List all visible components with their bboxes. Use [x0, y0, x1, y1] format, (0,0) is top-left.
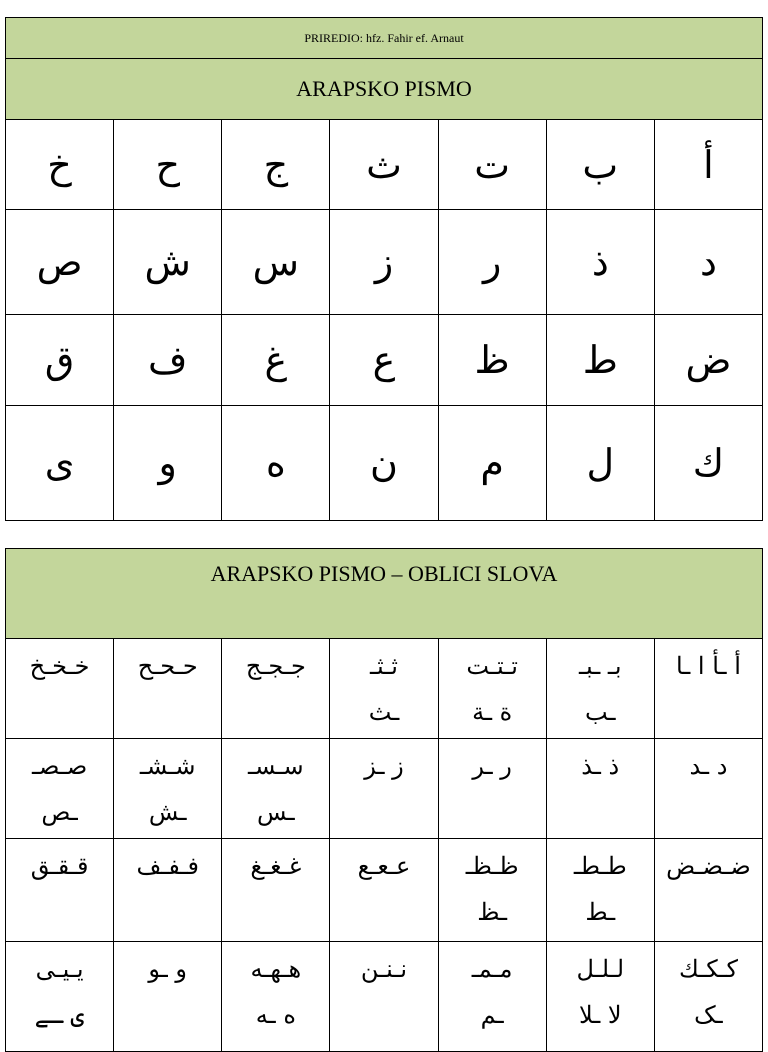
forms-line: ة ـة — [472, 698, 513, 726]
forms-line: هـهـه — [250, 955, 302, 983]
forms-line: لا ـلا — [578, 1001, 622, 1029]
alphabet-title: ARAPSKO PISMO — [6, 59, 763, 120]
letter-cell: ى — [6, 406, 114, 521]
letter-cell: ع — [330, 315, 438, 406]
forms-line: ر ـر — [472, 752, 512, 780]
forms-line: ه ـه — [255, 1001, 296, 1029]
forms-line: قـقـق — [30, 852, 89, 880]
forms-line: غـغـغ — [250, 852, 302, 880]
letter-cell: ض — [654, 315, 762, 406]
letter-cell: س — [222, 210, 330, 315]
forms-line: ـط — [585, 898, 616, 926]
letter-cell: ف — [114, 315, 222, 406]
forms-cell — [6, 942, 114, 1052]
forms-line: فـفـف — [136, 852, 199, 880]
forms-line: ـش — [148, 798, 187, 826]
forms-line: ضـضـض — [666, 852, 751, 880]
letter-cell: خ — [6, 120, 114, 210]
forms-line: ـظ — [477, 898, 508, 926]
forms-cell — [114, 639, 222, 739]
forms-cell — [546, 639, 654, 739]
forms-line: مـمـ — [471, 955, 513, 983]
letter-cell: ك — [654, 406, 762, 521]
letter-cell: ذ — [546, 210, 654, 315]
forms-line: شـشـ — [139, 752, 196, 780]
letter-cell: ظ — [438, 315, 546, 406]
forms-cell — [654, 839, 762, 942]
forms-line: أ ـأ ا ـا — [675, 652, 741, 680]
forms-cell — [546, 839, 654, 942]
forms-line: و ـو — [148, 955, 188, 983]
forms-cell — [222, 839, 330, 942]
forms-line: ـث — [368, 698, 400, 726]
forms-cell — [546, 942, 654, 1052]
forms-line: طـطـ — [573, 852, 627, 880]
forms-line: كـكـك — [678, 955, 738, 983]
forms-line: نـنـن — [360, 955, 408, 983]
letter-cell: ث — [330, 120, 438, 210]
forms-cell — [546, 739, 654, 839]
forms-line: د ـد — [689, 752, 728, 780]
letter-cell: ت — [438, 120, 546, 210]
forms-cell — [222, 942, 330, 1052]
forms-line: تـتـت — [466, 652, 518, 680]
forms-cell — [654, 639, 762, 739]
letter-cell: ن — [330, 406, 438, 521]
forms-cell — [654, 739, 762, 839]
letter-cell: ج — [222, 120, 330, 210]
forms-cell — [6, 639, 114, 739]
letter-cell: ر — [438, 210, 546, 315]
letter-cell: غ — [222, 315, 330, 406]
letter-forms-title: ARAPSKO PISMO – OBLICI SLOVA — [6, 549, 763, 639]
forms-cell — [438, 942, 546, 1052]
forms-line: ذ ـذ — [581, 752, 620, 780]
forms-cell — [330, 942, 438, 1052]
forms-cell — [330, 839, 438, 942]
forms-line: ـس — [257, 798, 295, 826]
letter-cell: و — [114, 406, 222, 521]
letter-cell: ق — [6, 315, 114, 406]
forms-line: عـعـع — [357, 852, 411, 880]
forms-cell — [222, 639, 330, 739]
letter-forms-table — [5, 548, 763, 1052]
letter-cell: ط — [546, 315, 654, 406]
forms-cell — [438, 639, 546, 739]
forms-cell — [6, 839, 114, 942]
letter-cell: ش — [114, 210, 222, 315]
letter-cell: د — [654, 210, 762, 315]
forms-cell — [6, 739, 114, 839]
alphabet-table — [5, 17, 763, 521]
forms-cell — [654, 942, 762, 1052]
forms-line: ـم — [480, 1001, 504, 1029]
forms-line: ظـظـ — [465, 852, 519, 880]
forms-line: سـسـ — [248, 752, 304, 780]
letter-cell: ز — [330, 210, 438, 315]
forms-line: حـحـح — [137, 652, 198, 680]
letter-cell: ل — [546, 406, 654, 521]
forms-line: خـخـخ — [29, 652, 90, 680]
letter-cell: م — [438, 406, 546, 521]
forms-cell — [330, 639, 438, 739]
forms-line: يـيـى — [35, 955, 84, 983]
forms-cell — [114, 839, 222, 942]
letter-cell: ب — [546, 120, 654, 210]
forms-line: ثـثـ — [370, 652, 398, 680]
forms-line: ـص — [41, 798, 78, 826]
forms-cell — [330, 739, 438, 839]
forms-line: صـصـ — [31, 752, 88, 780]
letter-cell: ص — [6, 210, 114, 315]
forms-cell — [114, 942, 222, 1052]
forms-line: ـب — [584, 698, 616, 726]
forms-line: ز ـز — [364, 752, 404, 780]
forms-cell — [438, 839, 546, 942]
forms-cell — [222, 739, 330, 839]
forms-line: ى ـے — [34, 1001, 85, 1029]
letter-cell: أ — [654, 120, 762, 210]
forms-line: جـجـج — [245, 652, 306, 680]
forms-line: ـک — [694, 1001, 723, 1029]
forms-cell — [438, 739, 546, 839]
forms-line: لـلـل — [576, 955, 625, 983]
forms-line: بـ ـبـ — [578, 652, 622, 680]
letter-cell: ح — [114, 120, 222, 210]
credit-line: PRIREDIO: hfz. Fahir ef. Arnaut — [6, 18, 763, 59]
forms-cell — [114, 739, 222, 839]
letter-cell: ه — [222, 406, 330, 521]
